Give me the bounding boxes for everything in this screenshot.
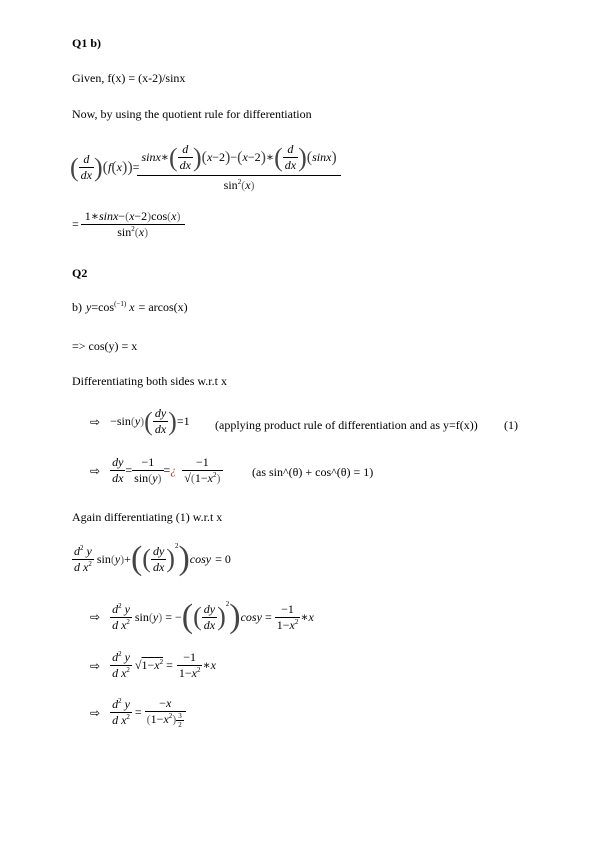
again-differentiating-text: Again differentiating (1) w.r.t x: [72, 510, 223, 524]
q1-heading: Q1 b): [72, 36, 102, 50]
quotient-result-equation: = $\frac{1∗\sin x-(x-2)\cos(x)}{\sin^2(x)}$: [72, 209, 183, 240]
product-rule-note: (applying product rule of differentiation and as y=f(x)): [215, 418, 478, 432]
quotient-rule-text: Now, by using the quotient rule for differentiation: [72, 107, 312, 121]
arrow-bullet-icon: ⇨: [90, 463, 101, 478]
equation-1-row: ⇨ −sin(y) ( $\frac{dy}{dx}$ ) =1: [90, 406, 190, 436]
equation-2-row: ⇨ $\frac{dy}{dx}$ = $\frac{-1}{\sin(y)}$ = ¿ $\frac{-1}{√(1-x^2)}$: [90, 455, 221, 485]
arrow-bullet-icon: ⇨: [90, 414, 101, 429]
part-b-line: b) $y=\cos^{(-1)}$ x = arcos(x): [72, 300, 188, 314]
quotient-rule-equation: ( $\frac{d}{dx}$ ) ( f ( x ) ) = sinx ∗ ( $\frac{d}{dx}$ ) ( x −2 ) − ( x −2 ) ∗ ( $\frac{d}{dx}$ ) ( sinx ) $\sin^2(x)$: [70, 142, 339, 193]
equation-number: (1): [504, 418, 518, 432]
equation-5-row: ⇨ $\frac{d^2 y}{d x^2}$ = −x $(1-x^2)$ $\frac{3}{2}$: [90, 696, 186, 729]
equation-equals-zero: = 0: [215, 551, 231, 566]
identity-note: (as sin^(θ) + cos^(θ) = 1): [252, 465, 374, 479]
part-b-prefix: b): [72, 300, 82, 314]
differentiating-text: Differentiating both sides w.r.t x: [72, 374, 227, 388]
equation-3-row: ⇨ $\frac{d^2 y}{d x^2}$ sin(y) = − ( ( $\frac{dy}{dx}$ ) $^2$ ) cosy = $\frac{-1}{1-x^2}$ ∗x: [90, 598, 314, 635]
second-derivative-equation: $\frac{d^2 y}{d x^2}$ sin(y)+ ( ( $\frac{dy}{dx}$ ) $^2$ ) cosy = 0: [74, 540, 231, 577]
implies-line: => cos(y) = x: [72, 339, 138, 353]
arrow-bullet-icon: ⇨: [90, 705, 101, 720]
q2-heading: Q2: [72, 266, 88, 280]
given-line: Given, f(x) = (x-2)/sinx: [72, 71, 186, 85]
error-glyph: ¿: [170, 463, 177, 477]
arrow-bullet-icon: ⇨: [90, 658, 101, 673]
part-b-suffix: = arcos(x): [138, 300, 188, 314]
equation-4-row: ⇨ $\frac{d^2 y}{d x^2}$ $√1-x^2$ = $\frac{-1}{1-x^2}$ ∗x: [90, 650, 216, 680]
arrow-bullet-icon: ⇨: [90, 610, 101, 624]
